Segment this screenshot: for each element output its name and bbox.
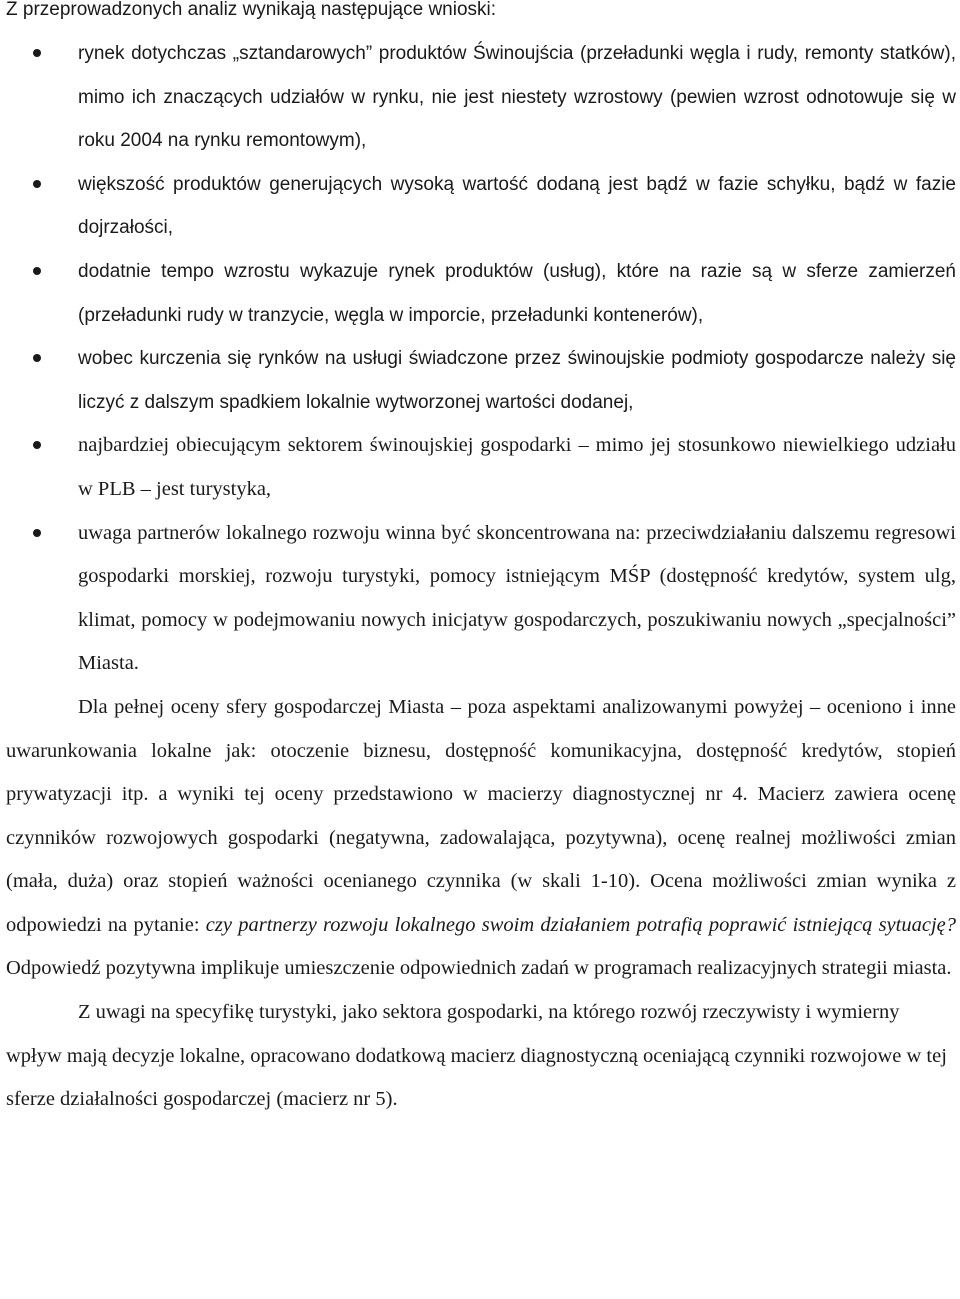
list-item	[6, 512, 956, 686]
conclusions-list	[6, 32, 956, 686]
list-item-text: dodatnie tempo wzrostu wykazuje rynek produktów (usług), które na razie są w sferze zamierzeń (przeładunki rudy w tranzycie, węgla w imporcie, przeładunki kontenerów),	[78, 260, 956, 326]
list-item	[6, 250, 956, 337]
bullet-icon	[33, 529, 41, 537]
list-item-text: rynek dotychczas „sztandarowych” produktów Świnoujścia (przeładunki węgla i rudy, remonty statków), mimo ich znaczących udziałów w rynku, nie jest niestety wzrostowy (pewien wzrost odnotowuje się w roku 2004 na rynku remontowym),	[78, 43, 956, 152]
bullet-icon	[33, 180, 41, 188]
paragraph-assessment-text: Dla pełnej oceny sfery gospodarczej Miasta – poza aspektami analizowanymi powyżej – oceniono i inne uwarunkowania lokalne jak: otoczenie biznesu, dostępność komunikacyjna, dostępność kredytów, stopień prywatyzacji itp. a wyniki tej oceny przedstawiono w macierzy diagnostycznej nr 4. Macierz zawiera ocenę czynników rozwojowych gospodarki (negatywna, zadowalająca, pozytywna), ocenę realnej możliwości zmian (mała, duża) oraz stopień ważności ocenianego czynnika (w skali 1-10). Ocena możliwości zmian wynika z odpowiedzi na pytanie:	[6, 695, 956, 936]
list-item	[6, 163, 956, 250]
intro-text: Z przeprowadzonych analiz wynikają następujące wnioski:	[6, 0, 497, 20]
list-item	[6, 32, 956, 163]
bullet-icon	[33, 49, 41, 57]
document-page	[6, 0, 956, 1122]
list-item	[6, 337, 956, 424]
bullet-icon	[33, 441, 41, 449]
list-item-text: uwaga partnerów lokalnego rozwoju winna być skoncentrowana na: przeciwdziałaniu dalszemu regresowi gospodarki morskiej, rozwoju turystyki, pomocy istniejącym MŚP (dostępność kredytów, system ulg, klimat, pomocy w podejmowaniu nowych inicjatyw gospodarczych, poszukiwaniu nowych „specjalności” Miasta.	[78, 521, 956, 675]
paragraph-tourism: Z uwagi na specyfikę turystyki, jako sektora gospodarki, na którego rozwój rzeczywisty i wymierny wpływ mają decyzje lokalne, opracowano dodatkową macierz diagnostyczną oceniającą czynniki rozwojowe w tej sferze działalności gospodarczej (macierz nr 5).	[6, 1001, 947, 1111]
list-item	[6, 424, 956, 511]
bullet-icon	[33, 267, 41, 275]
bullet-icon	[33, 354, 41, 362]
paragraph-assessment-conclusion: Odpowiedź pozytywna implikuje umieszczenie odpowiednich zadań w programach realizacyjnych strategii miasta.	[6, 957, 952, 980]
paragraph-assessment	[6, 686, 956, 991]
list-item-text: wobec kurczenia się rynków na usługi świadczone przez świnoujskie podmioty gospodarcze należy się liczyć z dalszym spadkiem lokalnie wytworzonej wartości dodanej,	[78, 348, 956, 413]
list-item-text: większość produktów generujących wysoką wartość dodaną jest bądź w fazie schyłku, bądź w fazie dojrzałości,	[78, 173, 956, 239]
list-item-text: najbardziej obiecującym sektorem świnoujskiej gospodarki – mimo jej stosunkowo niewielkiego udziału w PLB – jest turystyka,	[78, 434, 956, 500]
paragraph-assessment-question: czy partnerzy rozwoju lokalnego swoim działaniem potrafią poprawić istniejącą sytuację?	[205, 913, 956, 936]
